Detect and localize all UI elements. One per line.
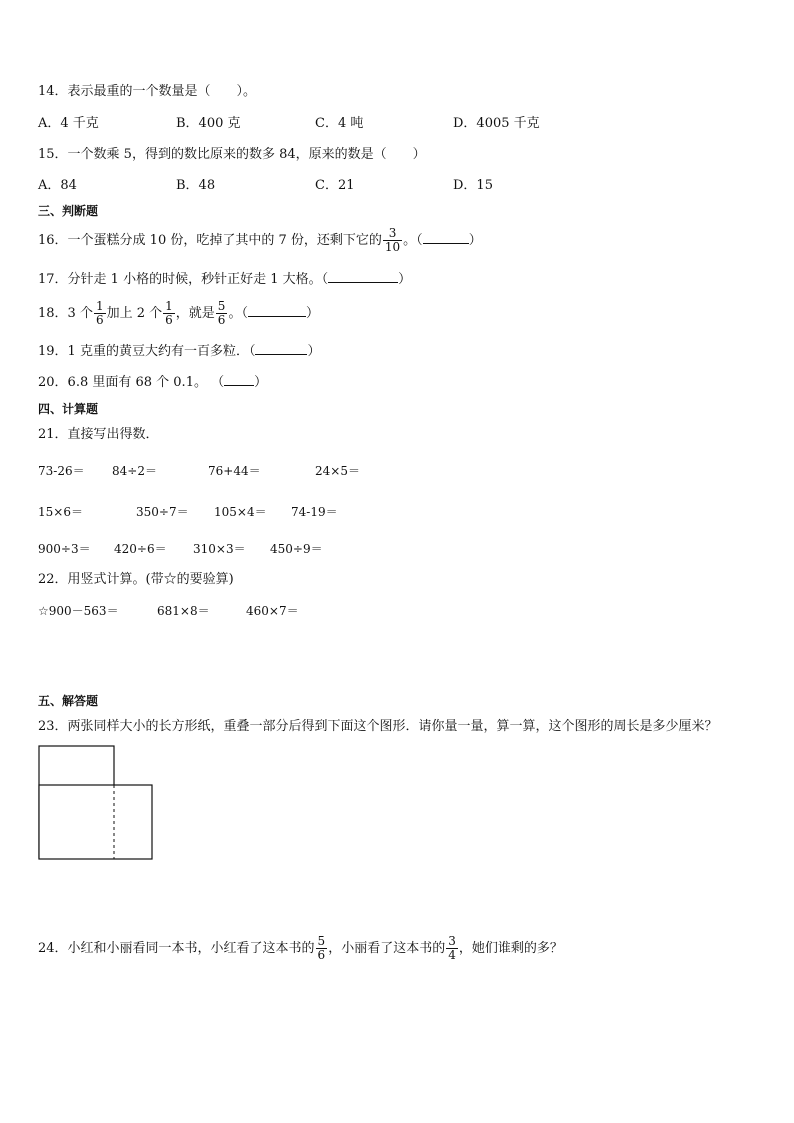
q17-text: 17．分针走 1 小格的时候，秒针正好走 1 大格。（ [38,272,329,287]
q16-denominator: 10 [384,240,401,254]
question-15: 15．一个数乘 5，得到的数比原来的数多 84，原来的数是（ ） [38,147,426,162]
calc-r2-c1: 15×6＝ [38,505,83,519]
question-19 [38,342,320,361]
q18-paren-open: 。（ [228,306,248,321]
calc-r3-c2: 420÷6＝ [114,542,167,556]
q16-fraction [383,227,402,254]
section-5-heading: 五、解答题 [38,694,99,708]
q16-paren-open: 。（ [403,233,423,248]
calc-r2-c4: 74-19＝ [291,505,338,519]
calc-r1-c2: 84÷2＝ [112,464,157,478]
q24-fraction-2 [446,935,458,962]
q16-paren-close: ） [468,233,482,248]
question-21: 21．直接写出得数． [38,427,159,442]
calc-r1-c1: 73-26＝ [38,464,85,478]
q14-option-b: B．400 克 [176,116,241,131]
q24-text-2: ，小丽看了这本书的 [328,941,446,956]
question-16 [38,226,482,256]
q24-numerator-1: 5 [317,934,326,948]
question-23: 23．两张同样大小的长方形纸，重叠一部分后得到下面这个图形．请你量一量，算一算，这个图形的周长是多少厘米？ [38,719,718,734]
q16-text: 16．一个蛋糕分成 10 份，吃掉了其中的 7 份，还剩下它的 [38,233,382,248]
question-18 [38,298,319,330]
q15-option-a: A．84 [38,178,77,193]
q15-option-b: B．48 [176,178,216,193]
question-24 [38,929,563,969]
q15-option-c: C．21 [315,178,355,193]
q17-answer-blank[interactable] [328,270,398,283]
calc-r2-c3: 105×4＝ [214,505,267,519]
q24-text-1: 24．小红和小丽看同一本书，小红看了这本书的 [38,941,315,956]
q20-text: 20．6.8 里面有 68 个 0.1。 （ [38,375,225,390]
q18-paren-close: ） [305,306,319,321]
vertical-calc-2: 681×8＝ [157,604,210,618]
overlapping-rectangles-figure [38,745,156,863]
q18-text-1: 18．3 个 [38,306,93,321]
q24-denominator-1: 6 [317,948,326,962]
q20-answer-blank[interactable] [224,373,254,386]
q14-option-c: C．4 吨 [315,116,364,131]
q19-text: 19．1 克重的黄豆大约有一百多粒．（ [38,344,256,359]
q18-answer-blank[interactable] [248,304,306,317]
q18-numerator-2: 1 [165,299,173,313]
q24-text-3: ，她们谁剩的多？ [458,941,563,956]
vertical-calc-3: 460×7＝ [246,604,299,618]
q18-fraction-3 [216,300,228,327]
q14-option-d: D．4005 千克 [453,116,540,131]
q24-denominator-2: 4 [448,948,456,962]
question-22: 22．用竖式计算。(带☆的要验算) [38,572,234,587]
q18-fraction-1 [94,300,106,327]
calc-r2-c2: 350÷7＝ [136,505,189,519]
q16-numerator: 3 [388,226,397,240]
question-14: 14．表示最重的一个数量是（ ）。 [38,84,257,99]
q20-paren-close: ） [254,375,268,390]
q18-denominator-3: 6 [217,313,226,327]
calc-r3-c4: 450÷9＝ [270,542,323,556]
question-20 [38,373,267,392]
q19-paren-close: ） [307,344,321,359]
calc-r1-c4: 24×5＝ [315,464,360,478]
calc-r3-c3: 310×3＝ [193,542,246,556]
question-17 [38,270,411,289]
q18-text-3: ，就是 [175,306,215,321]
q18-denominator-2: 6 [165,313,173,327]
q18-numerator-1: 1 [95,299,104,313]
q19-answer-blank[interactable] [255,342,307,355]
section-4-heading: 四、计算题 [38,402,99,416]
vertical-calc-1: ☆900－563＝ [38,604,119,618]
q16-answer-blank[interactable] [423,231,469,244]
q15-option-d: D．15 [453,178,493,193]
q24-fraction-1 [316,935,328,962]
calc-r1-c3: 76+44＝ [208,464,261,478]
q18-text-2: 加上 2 个 [106,306,163,321]
calc-r3-c1: 900÷3＝ [38,542,91,556]
q18-numerator-3: 5 [217,299,226,313]
q14-option-a: A．4 千克 [38,116,99,131]
q18-denominator-1: 6 [95,313,104,327]
rectangle-bottom-fill [39,785,152,859]
q18-fraction-2 [163,300,175,327]
q24-numerator-2: 3 [448,934,456,948]
q17-paren-close: ） [398,272,412,287]
section-3-heading: 三、判断题 [38,204,99,218]
